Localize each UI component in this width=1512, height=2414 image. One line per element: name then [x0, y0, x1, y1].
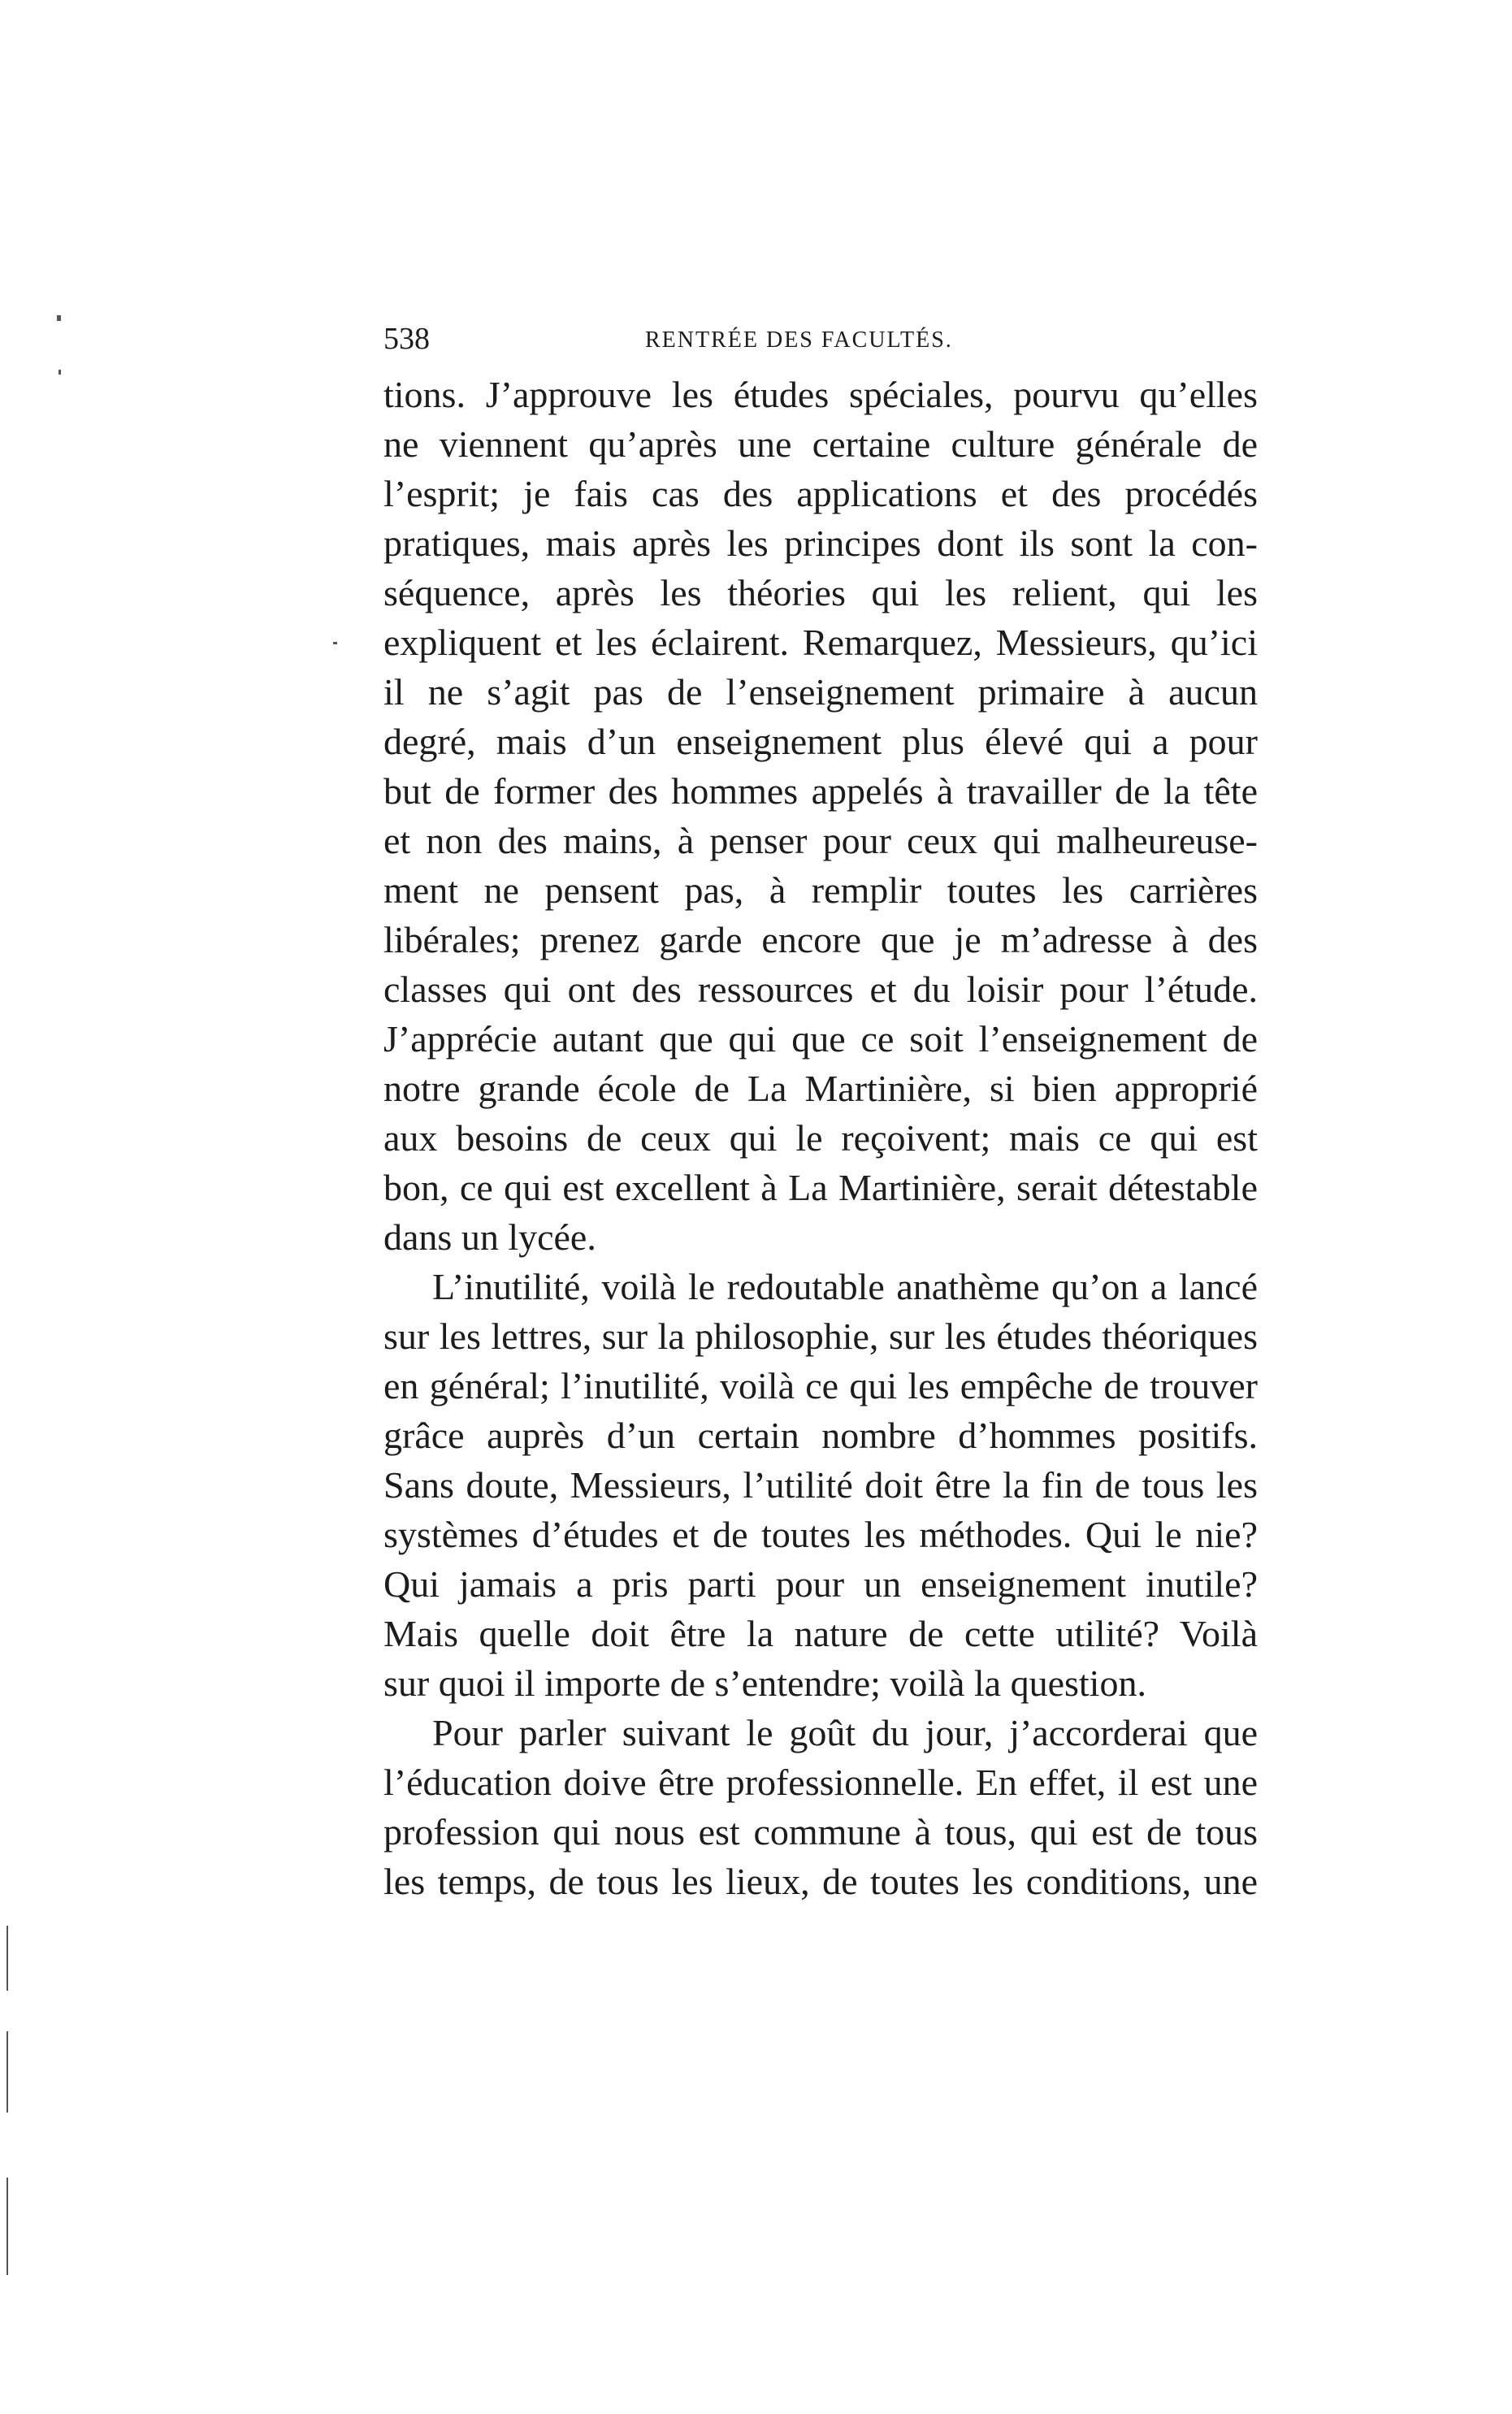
text-line: bon, ce qui est excellent à La Martinière, serait détestable [383, 1167, 1258, 1208]
text-line: ne viennent qu’après une certaine culture générale de [383, 423, 1258, 465]
body-text [383, 370, 1258, 1906]
paragraph-2 [383, 1262, 1258, 1708]
text-line: Qui jamais a pris parti pour un enseignement inutile? [383, 1563, 1258, 1605]
text-line: sur les lettres, sur la philosophie, sur les études théoriques [383, 1315, 1258, 1357]
text-line: aux besoins de ceux qui le reçoivent; mais ce qui est [383, 1117, 1258, 1159]
text-line: Pour parler suivant le goût du jour, j’accorderai que [432, 1712, 1258, 1753]
text-line: J’apprécie autant que qui que ce soit l’enseignement de [383, 1018, 1258, 1060]
scan-speck [6, 2178, 8, 2275]
text-line: notre grande école de La Martinière, si bien approprié [383, 1068, 1258, 1109]
text-line: L’inutilité, voilà le redoutable anathème qu’on a lancé [432, 1266, 1258, 1307]
text-line: classes qui ont des ressources et du loisir pour l’étude. [383, 969, 1258, 1010]
scan-speck [6, 2031, 8, 2113]
text-line: en général; l’inutilité, voilà ce qui les empêche de trouver [383, 1365, 1258, 1406]
running-head [383, 319, 1277, 359]
text-line: expliquent et les éclairent. Remarquez, Messieurs, qu’ici [383, 622, 1258, 663]
text-line: sur quoi il importe de s’entendre; voilà la question. [383, 1662, 1146, 1704]
text-line: l’éducation doive être professionnelle. En effet, il est une [383, 1762, 1258, 1803]
text-line: grâce auprès d’un certain nombre d’hommes positifs. [383, 1415, 1258, 1456]
text-line: systèmes d’études et de toutes les méthodes. Qui le nie? [383, 1514, 1258, 1555]
running-title: RENTRÉE DES FACULTÉS. [645, 327, 953, 353]
text-line: ment ne pensent pas, à remplir toutes les carrières [383, 869, 1258, 911]
text-line: et non des mains, à penser pour ceux qui malheureuse- [383, 820, 1258, 861]
text-line: profession qui nous est commune à tous, qui est de tous [383, 1811, 1258, 1853]
text-line: Sans doute, Messieurs, l’utilité doit être la fin de tous les [383, 1464, 1258, 1506]
scan-speck [333, 642, 337, 644]
scan-speck [57, 315, 61, 321]
text-line: Mais quelle doit être la nature de cette utilité? Voilà [383, 1613, 1258, 1654]
text-line: dans un lycée. [383, 1216, 596, 1258]
text-line: les temps, de tous les lieux, de toutes les conditions, une [383, 1861, 1258, 1902]
text-line: libérales; prenez garde encore que je m’adresse à des [383, 919, 1258, 960]
text-line: tions. J’approuve les études spéciales, pourvu qu’elles [383, 374, 1258, 415]
text-line: séquence, après les théories qui les relient, qui les [383, 572, 1258, 613]
page-number: 538 [383, 322, 430, 356]
paragraph-1 [383, 370, 1258, 1262]
text-line: degré, mais d’un enseignement plus élevé qui a pour [383, 721, 1258, 762]
text-line: l’esprit; je fais cas des applications et des procédés [383, 473, 1258, 514]
paragraph-3 [383, 1708, 1258, 1906]
text-line: pratiques, mais après les principes dont ils sont la con- [383, 522, 1258, 564]
scan-speck [58, 370, 61, 375]
text-line: il ne s’agit pas de l’enseignement primaire à aucun [383, 671, 1258, 713]
text-line: but de former des hommes appelés à travailler de la tête [383, 770, 1258, 812]
scan-speck [6, 1926, 8, 1991]
